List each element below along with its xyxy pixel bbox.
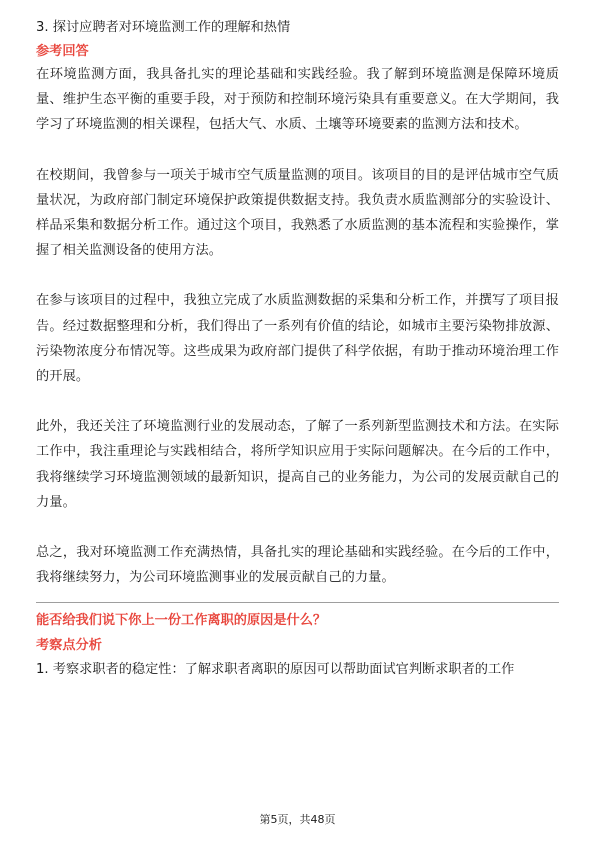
paragraph-spacer — [36, 138, 559, 163]
answer-paragraph-1: 在环境监测方面，我具备扎实的理论基础和实践经验。我了解到环境监测是保障环境质量、维护生态平衡的重要手段，对于预防和控制环境污染具有重要意义。在大学期间，我学习了环境监测的相关课程，包括大气、水质、土壤等环境要素的监测方法和技术。 — [36, 67, 559, 133]
analysis-label: 考察点分析 — [36, 638, 102, 654]
question-heading: 3. 探讨应聘者对环境监测工作的理解和热情 — [36, 20, 291, 35]
answer-paragraph-2: 在校期间，我曾参与一项关于城市空气质量监测的项目。该项目的目的是评估城市空气质量状况，为政府部门制定环境保护政策提供数据支持。我负责水质监测部分的实验设计、样品采集和数据分析工作。通过这个项目，我熟悉了水质监测的基本流程和实验操作，掌握了相关监测设备的使用方法。 — [36, 167, 559, 259]
page-footer: 第5页，共48页 — [259, 813, 336, 826]
paragraph-spacer — [36, 389, 559, 414]
paragraph-spacer — [36, 515, 559, 540]
answer-label: 参考回答 — [36, 44, 89, 59]
next-question-heading: 能否给我们说下你上一份工作离职的原因是什么？ — [36, 613, 327, 629]
answer-paragraph-4: 此外，我还关注了环境监测行业的发展动态，了解了一系列新型监测技术和方法。在实际工作中，我注重理论与实践相结合，将所学知识应用于实际问题解决。在今后的工作中，我将继续学习环境监测领域的最新知识，提高自己的业务能力，为公司的发展贡献自己的力量。 — [36, 419, 559, 510]
section-divider — [36, 602, 559, 603]
answer-paragraph-3: 在参与该项目的过程中，我独立完成了水质监测数据的采集和分析工作，并撰写了项目报告。经过数据整理和分析，我们得出了一系列有价值的结论，如城市主要污染物排放源、污染物浓度分布情况等。这些成果为政府部门提供了科学依据，有助于推动环境治理工作的开展。 — [36, 293, 559, 385]
paragraph-spacer — [36, 263, 559, 288]
document-page — [36, 18, 559, 680]
answer-paragraph-5: 总之，我对环境监测工作充满热情，具备扎实的理论基础和实践经验。在今后的工作中，我将继续努力，为公司环境监测事业的发展贡献自己的力量。 — [36, 545, 559, 586]
analysis-point-1: 1. 考察求职者的稳定性：了解求职者离职的原因可以帮助面试官判断求职者的工作 — [36, 662, 515, 678]
